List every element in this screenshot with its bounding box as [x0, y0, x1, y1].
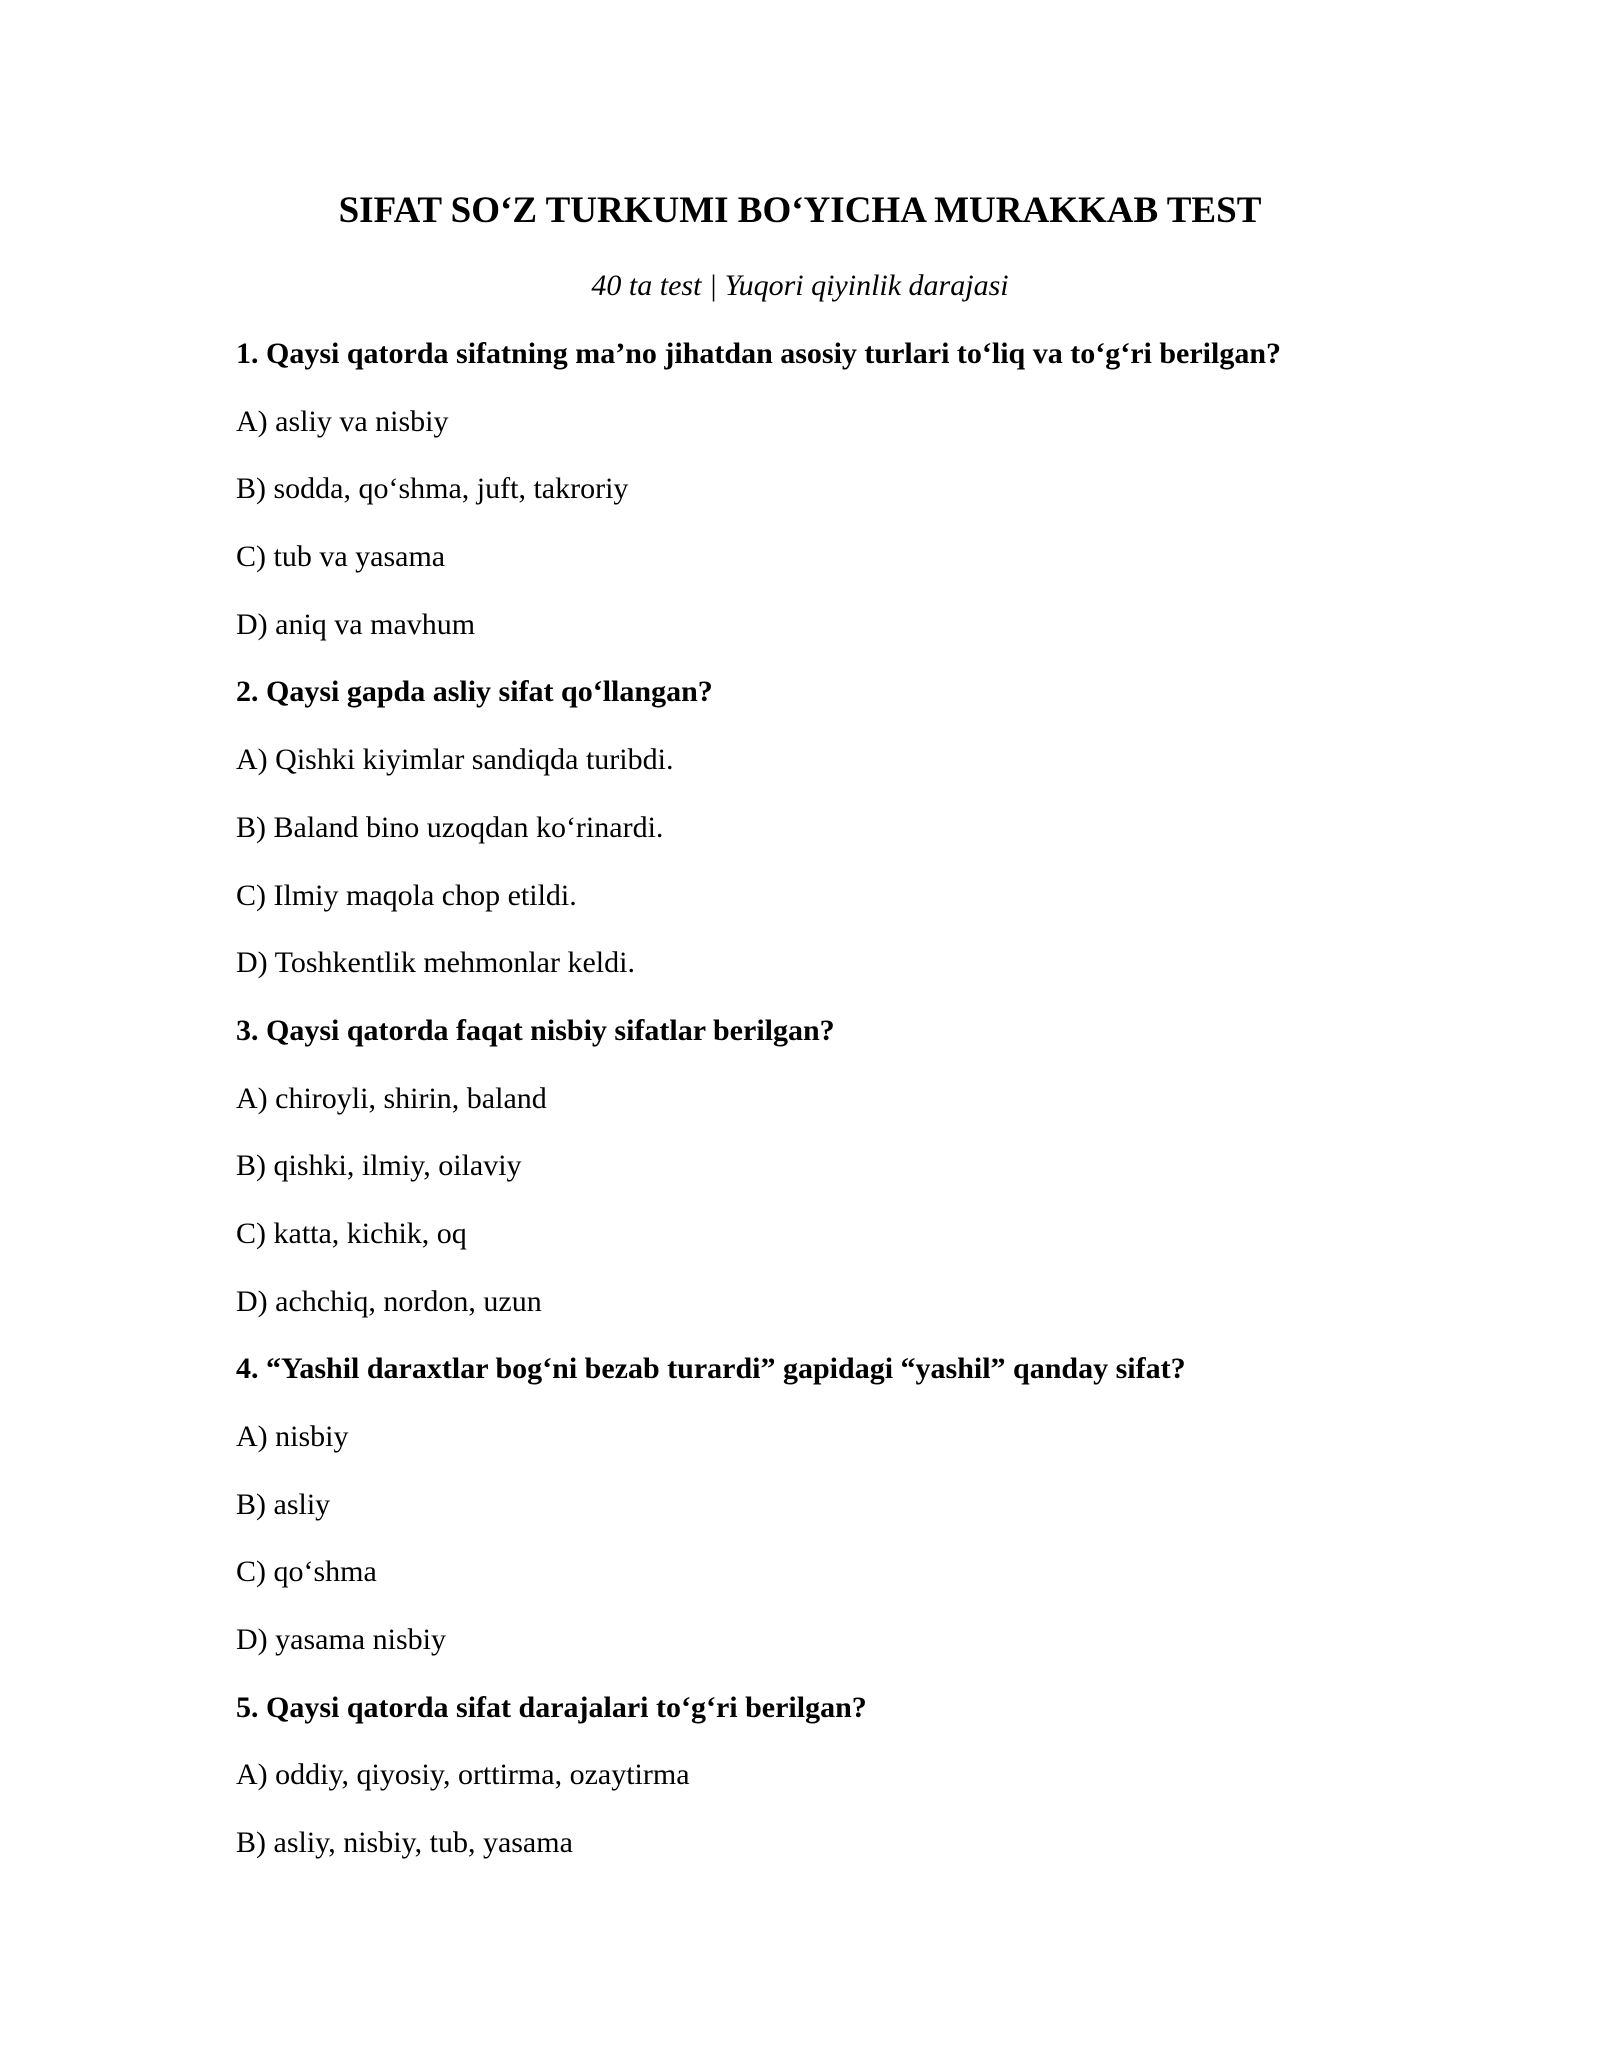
option-a: A) chiroyli, shirin, baland — [236, 1081, 547, 1115]
option-b: B) asliy — [236, 1487, 331, 1521]
option-d: D) yasama nisbiy — [236, 1623, 446, 1657]
question-text: 3. Qaysi qatorda faqat nisbiy sifatlar berilgan? — [236, 1013, 835, 1047]
option-b: B) Baland bino uzoqdan ko‘rinardi. — [236, 810, 664, 844]
option-c: C) Ilmiy maqola chop etildi. — [236, 878, 577, 912]
question-text: 4. “Yashil daraxtlar bog‘ni bezab turardi” gapidagi “yashil” qanday sifat? — [236, 1352, 1186, 1386]
option-c: C) tub va yasama — [236, 540, 446, 574]
option-a: A) oddiy, qiyosiy, orttirma, ozaytirma — [236, 1758, 690, 1792]
option-a: A) Qishki kiyimlar sandiqda turibdi. — [236, 743, 674, 777]
option-d: D) achchiq, nordon, uzun — [236, 1284, 542, 1318]
option-b: B) qishki, ilmiy, oilaviy — [236, 1149, 522, 1183]
option-c: C) qo‘shma — [236, 1555, 377, 1589]
option-a: A) asliy va nisbiy — [236, 404, 449, 438]
option-c: C) katta, kichik, oq — [236, 1216, 467, 1250]
option-d: D) aniq va mavhum — [236, 607, 476, 641]
question-list — [236, 334, 1436, 1891]
question-2 — [236, 672, 1436, 1010]
question-text: 5. Qaysi qatorda sifat darajalari to‘g‘ri berilgan? — [236, 1690, 867, 1724]
option-b: B) sodda, qo‘shma, juft, takroriy — [236, 472, 629, 506]
option-a: A) nisbiy — [236, 1420, 349, 1453]
document-subtitle: 40 ta test | Yuqori qiyinlik darajasi — [591, 269, 1009, 302]
question-5 — [236, 1688, 1436, 1891]
option-b: B) asliy, nisbiy, tub, yasama — [236, 1826, 573, 1860]
question-text: 2. Qaysi gapda asliy sifat qo‘llangan? — [236, 675, 713, 709]
question-3 — [236, 1011, 1436, 1349]
option-d: D) Toshkentlik mehmonlar keldi. — [236, 946, 635, 980]
question-4 — [236, 1349, 1436, 1687]
document-title: SIFAT SO‘Z TURKUMI BO‘YICHA MURAKKAB TEST — [338, 190, 1262, 231]
question-text: 1. Qaysi qatorda sifatning ma’no jihatdan asosiy turlari to‘liq va to‘g‘ri berilgan? — [236, 337, 1282, 370]
question-1 — [236, 334, 1436, 672]
